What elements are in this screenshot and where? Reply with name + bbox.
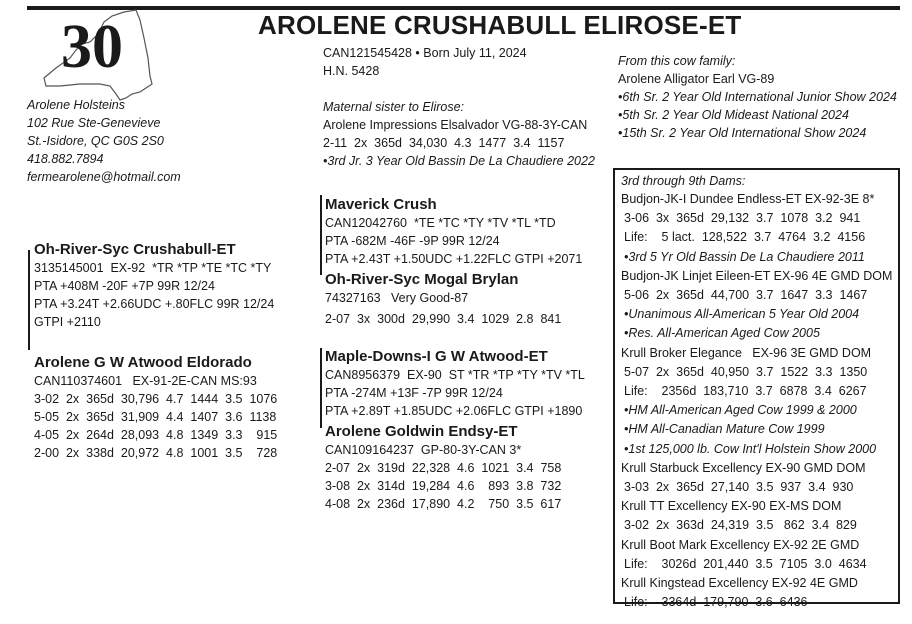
dam-dam-line: 4-08 2x 236d 17,890 4.2 750 3.5 617 (325, 497, 562, 511)
dam-ancestor-name: Krull Boot Mark Excellency EX-92 2E GMD (621, 537, 860, 552)
dam-sire-line: PTA -274M +13F -7P 99R 12/24 (325, 386, 503, 400)
sire-dam-line: 2-07 3x 300d 29,990 3.4 1029 2.8 841 (325, 312, 562, 326)
dam-ancestor-record: 3-02 2x 363d 24,319 3.5 862 3.4 829 (624, 518, 857, 533)
dam-ancestor-record: 5-06 2x 365d 44,700 3.7 1647 3.3 1467 (624, 288, 868, 303)
sire-dam-block (325, 270, 561, 328)
sire-sire-block (325, 195, 582, 268)
dam-ancestor-note: •HM All-Canadian Mature Cow 1999 (624, 422, 825, 437)
sire-sire-name: Maverick Crush (325, 196, 437, 213)
dam-dam-line: 3-08 2x 314d 19,284 4.6 893 3.8 732 (325, 479, 562, 493)
maternal-sister-name: Arolene Impressions Elsalvador VG-88-3Y-CAN (323, 118, 588, 132)
dam-line: 2-00 2x 338d 20,972 4.8 1001 3.5 728 (34, 446, 278, 460)
dam-dam-line: CAN109164237 GP-80-3Y-CAN 3* (325, 443, 522, 457)
sire-sire-bracket (320, 195, 322, 275)
maternal-sister-record: 2-11 2x 365d 34,030 4.3 1477 3.4 1157 (323, 136, 565, 150)
dam-ancestor-record: 3-06 3x 365d 29,132 3.7 1078 3.2 941 (624, 211, 861, 226)
dam-sire-line: CAN8956379 EX-90 ST *TR *TP *TY *TV *TL (325, 368, 585, 382)
sire-line: 3135145001 EX-92 *TR *TP *TE *TC *TY (34, 261, 272, 275)
consignor-block (27, 96, 181, 186)
dam-sire-bracket (320, 348, 322, 428)
consignor-address-2: St.-Isidore, QC G0S 2S0 (27, 134, 164, 148)
dam-ancestor-name: Krull Starbuck Excellency EX-90 GMD DOM (621, 460, 866, 475)
maternal-sister-block (323, 98, 595, 170)
dam-ancestor-name: Budjon-JK-I Dundee Endless-ET EX-92-3E 8* (621, 192, 875, 206)
cow-family-note: •5th Sr. 2 Year Old Mideast National 2024 (618, 108, 849, 122)
dams-heading: 3rd through 9th Dams: (621, 174, 746, 188)
sire-sire-line: PTA +2.43T +1.50UDC +1.22FLC GTPI +2071 (325, 252, 583, 266)
dam-sire-name: Maple-Downs-I G W Atwood-ET (325, 348, 548, 365)
dam-dam-name: Arolene Goldwin Endsy-ET (325, 423, 518, 440)
dam-name: Arolene G W Atwood Eldorado (34, 354, 252, 371)
dam-line: CAN110374601 EX-91-2E-CAN MS:93 (34, 374, 257, 388)
dam-line: 3-02 2x 365d 30,796 4.7 1444 3.5 1076 (34, 392, 278, 406)
sire-dam-line: 74327163 Very Good-87 (325, 291, 469, 305)
cow-family-name: Arolene Alligator Earl VG-89 (618, 72, 775, 86)
dam-ancestor-record: 5-07 2x 365d 40,950 3.7 1522 3.3 1350 (624, 364, 868, 379)
cow-family-heading: From this cow family: (618, 54, 736, 68)
dam-sire-line: PTA +2.89T +1.85UDC +2.06FLC GTPI +1890 (325, 404, 583, 418)
dam-ancestor-note: •Unanimous All-American 5 Year Old 2004 (624, 307, 860, 322)
dam-dam-line: 2-07 2x 319d 22,328 4.6 1021 3.4 758 (325, 461, 562, 475)
maternal-sister-note: •3rd Jr. 3 Year Old Bassin De La Chaudiere 2022 (323, 154, 595, 168)
dams-content (621, 172, 897, 612)
cow-family-block (618, 52, 897, 142)
sire-dam-name: Oh-River-Syc Mogal Brylan (325, 271, 519, 288)
dam-ancestor-note: •3rd 5 Yr Old Bassin De La Chaudiere 2011 (624, 249, 865, 264)
sire-sire-line: CAN12042760 *TE *TC *TY *TV *TL *TD (325, 216, 556, 230)
consignor-email[interactable]: fermearolene@hotmail.com (27, 170, 181, 184)
dam-ancestor-record: Life: 2356d 183,710 3.7 6878 3.4 6267 (624, 384, 867, 399)
dam-ancestor-record: Life: 5 lact. 128,522 3.7 4764 3.2 4156 (624, 230, 866, 245)
dams-lines (621, 190, 897, 612)
dam-ancestor-note: •1st 125,000 lb. Cow Int'l Holstein Show 2000 (624, 441, 877, 456)
sire-line: GTPI +2110 (34, 315, 101, 329)
registration-line: CAN121545428 • Born July 11, 2024 (323, 46, 527, 60)
sire-block (34, 240, 274, 331)
maternal-sister-heading: Maternal sister to Elirose: (323, 100, 465, 114)
header-info (323, 44, 527, 80)
page-title: AROLENE CRUSHABULL ELIROSE-ET (258, 10, 742, 40)
dam-ancestor-record: Life: 3026d 201,440 3.5 7105 3.0 4634 (624, 556, 867, 571)
dam-dam-block (325, 422, 561, 513)
dam-line: 5-05 2x 365d 31,909 4.4 1407 3.6 1138 (34, 410, 277, 424)
dam-ancestor-record: Life: 3364d 179,790 3.6 6436 (624, 595, 808, 610)
consignor-phone: 418.882.7894 (27, 152, 104, 166)
dam-ancestor-record: 3-03 2x 365d 27,140 3.5 937 3.4 930 (624, 480, 854, 495)
dam-ancestor-name: Krull TT Excellency EX-90 EX-MS DOM (621, 499, 842, 514)
lot-number: 30 (61, 13, 123, 81)
sire-line: PTA +408M -20F +7P 99R 12/24 (34, 279, 215, 293)
herd-number: H.N. 5428 (323, 64, 380, 78)
dam-line: 4-05 2x 264d 28,093 4.8 1349 3.3 915 (34, 428, 278, 442)
cow-family-note: •15th Sr. 2 Year Old International Show 2024 (618, 126, 867, 140)
dam-ancestor-name: Krull Broker Elegance EX-96 3E GMD DOM (621, 345, 872, 360)
dam-ancestor-name: Budjon-JK Linjet Eileen-ET EX-96 4E GMD DOM (621, 268, 893, 283)
sire-name: Oh-River-Syc Crushabull-ET (34, 241, 236, 258)
consignor-name: Arolene Holsteins (27, 98, 125, 112)
dam-ancestor-note: •Res. All-American Aged Cow 2005 (624, 326, 820, 341)
sire-bracket (28, 250, 30, 350)
dam-ancestor-name: Krull Kingstead Excellency EX-92 4E GMD (621, 576, 858, 591)
dam-sire-block (325, 347, 585, 420)
cow-family-note: •6th Sr. 2 Year Old International Junior Show 2024 (618, 90, 897, 104)
sire-line: PTA +3.24T +2.66UDC +.80FLC 99R 12/24 (34, 297, 275, 311)
consignor-address-1: 102 Rue Ste-Genevieve (27, 116, 161, 130)
sire-sire-line: PTA -682M -46F -9P 99R 12/24 (325, 234, 500, 248)
dam-ancestor-note: •HM All-American Aged Cow 1999 & 2000 (624, 403, 857, 418)
dam-block (34, 353, 277, 462)
